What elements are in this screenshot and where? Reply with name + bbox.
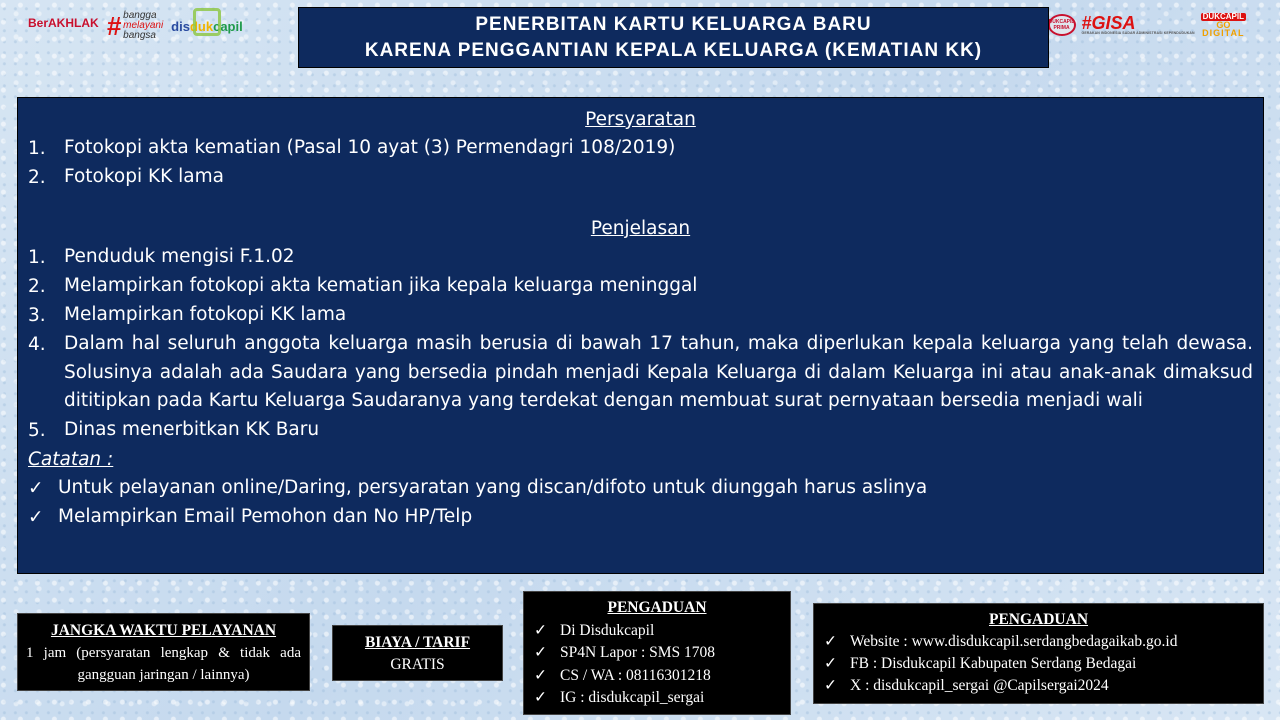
list-item: 2. Fotokopi KK lama — [28, 166, 224, 188]
check-icon: ✓ — [28, 477, 44, 499]
check-icon: ✓ — [824, 655, 837, 672]
list-item: 4. Dalam hal seluruh anggota keluarga masih berusia di bawah 17 tahun, maka diperlukan kepala keluarga yang telah dewasa. Solusinya adalah ada Saudara yang bersedia pindah menjadi Kepala Keluarga di dalam Keluarga ini atau anak-anak dimaksud dititipkan pada Kartu Keluarga Saudaranya yang terdekat dengan membuat surat pernyataan bersedia menjadi wali — [28, 333, 1253, 411]
list-item: 2. Melampirkan fotokopi akta kematian jika kepala keluarga meninggal — [28, 275, 698, 297]
fee-value: GRATIS — [390, 656, 445, 673]
requirements-panel — [17, 97, 1264, 574]
page-title — [298, 7, 1049, 68]
list-item: 5. Dinas menerbitkan KK Baru — [28, 418, 320, 441]
title-line-1: PENERBITAN KARTU KELUARGA BARU — [475, 13, 872, 35]
fee-heading: BIAYA / TARIF — [364, 634, 471, 651]
penjelasan-list — [28, 243, 1253, 445]
fee-box — [332, 625, 503, 681]
disdukcapil-logo: disdukcapil — [171, 19, 243, 34]
complaint-heading: PENGADUAN — [607, 599, 707, 616]
list-item: 1. Penduduk mengisi F.1.02 — [28, 246, 295, 268]
catatan-heading: Catatan : — [28, 448, 114, 470]
check-icon: ✓ — [534, 621, 547, 639]
title-line-2: KARENA PENGGANTIAN KEPALA KELUARGA (KEMATIAN KK) — [364, 39, 983, 61]
dukcapil-go-digital-logo: DUKCAPIL GO DIGITAL — [1202, 12, 1245, 38]
list-item: ✓ SP4N Lapor : SMS 1708 — [534, 642, 780, 665]
list-item: 1. Fotokopi akta kematian (Pasal 10 ayat (3) Permendagri 108/2019) — [28, 137, 676, 159]
list-item: ✓ X : disdukcapil_sergai @Capilsergai2024 — [824, 675, 1253, 697]
service-time-box — [17, 613, 310, 691]
catatan-list — [28, 474, 1253, 532]
check-icon: ✓ — [534, 666, 547, 684]
persyaratan-list — [28, 134, 1253, 192]
check-icon: ✓ — [534, 689, 547, 706]
complaint-list — [534, 620, 780, 710]
complaint-list — [824, 631, 1253, 697]
service-time-text: 1 jam (persyaratan lengkap & tidak ada gangguan jaringan / lainnya) — [26, 645, 301, 683]
list-item: 3. Melampirkan fotokopi KK lama — [28, 304, 347, 326]
complaint-box-1 — [523, 591, 791, 715]
left-logos — [28, 8, 243, 44]
list-item: ✓ Di Disdukcapil — [534, 620, 780, 643]
check-icon: ✓ — [824, 633, 837, 650]
right-logos — [1048, 12, 1247, 38]
persyaratan-heading: Persyaratan — [585, 109, 696, 130]
penjelasan-heading: Penjelasan — [590, 218, 691, 239]
complaint-box-2 — [813, 603, 1264, 704]
service-time-heading: JANGKA WAKTU PELAYANAN — [50, 622, 277, 639]
berakhlak-logo: BerAKHLAK — [28, 16, 99, 30]
list-item: ✓ IG : disdukcapil_sergai — [534, 687, 780, 710]
complaint-heading: PENGADUAN — [988, 611, 1089, 628]
list-item: ✓ FB : Disdukcapil Kabupaten Serdang Bedagai — [824, 653, 1253, 675]
check-icon: ✓ — [534, 644, 547, 661]
dukcapil-prima-logo: DUKCAPIL PRIMA — [1048, 14, 1076, 36]
gisa-logo: #GISA GERAKAN INDONESIA SADAR ADMINISTRASI KEPENDUDUKAN — [1081, 13, 1195, 36]
list-item: ✓ Untuk pelayanan online/Daring, persyaratan yang discan/difoto untuk diunggah harus aslinya — [28, 474, 1253, 503]
check-icon: ✓ — [28, 506, 44, 528]
check-icon: ✓ — [824, 677, 837, 694]
list-item: ✓ CS / WA : 08116301218 — [534, 665, 780, 688]
list-item: ✓ Melampirkan Email Pemohon dan No HP/Telp — [28, 503, 1253, 532]
bangga-melayani-bangsa-logo: # bangga melayani bangsa — [106, 10, 164, 41]
list-item: ✓ Website : www.disdukcapil.serdangbedagaikab.go.id — [824, 631, 1253, 653]
